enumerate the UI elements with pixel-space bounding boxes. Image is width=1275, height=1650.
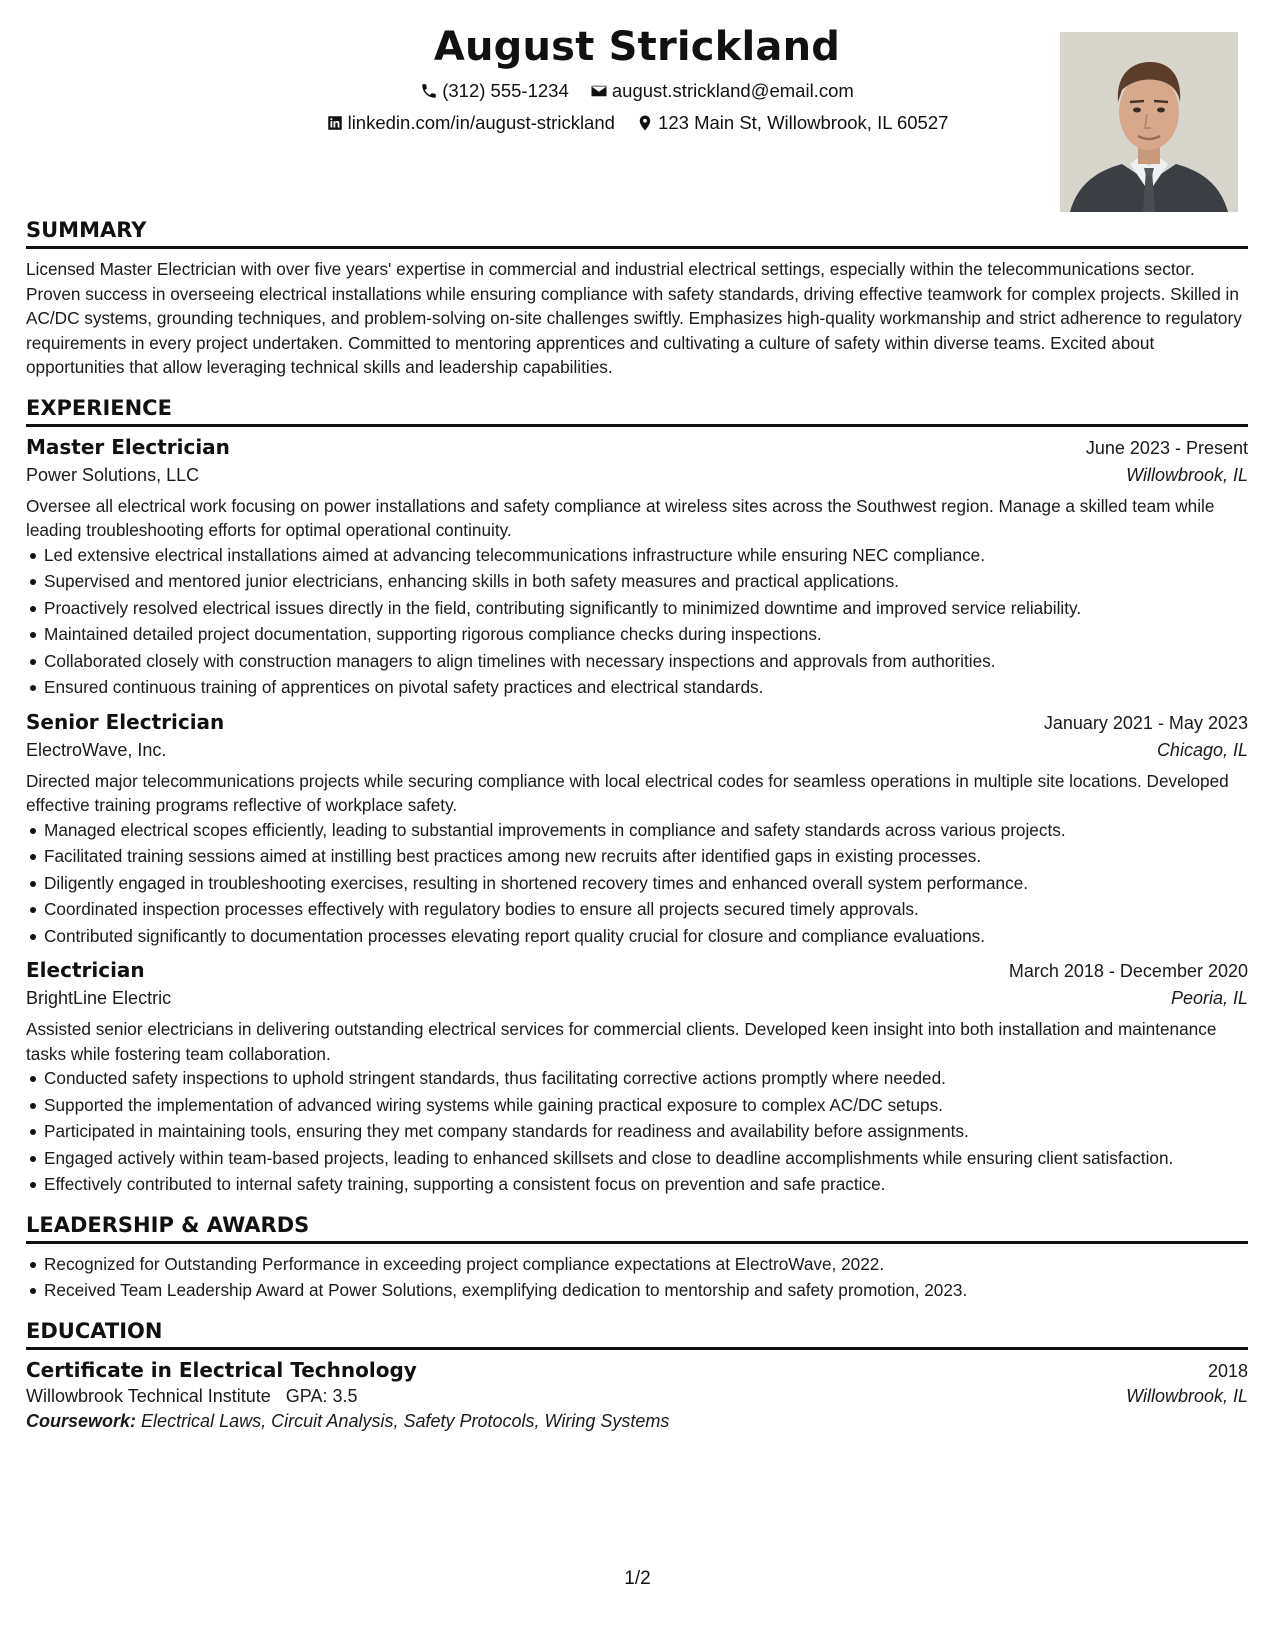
list-item: Led extensive electrical installations aimed at advancing telecommunications infrastructure while ensuring NEC compliance.: [44, 543, 1248, 568]
list-item: Managed electrical scopes efficiently, leading to substantial improvements in compliance and safety standards across various projects.: [44, 818, 1248, 843]
job-dates: January 2021 - May 2023: [1043, 712, 1248, 733]
job-entry: [26, 435, 1248, 700]
contact-phone: [420, 80, 569, 102]
section-title-summary: SUMMARY: [26, 218, 1248, 249]
institution-line: [26, 1386, 358, 1407]
job-entry: [26, 958, 1248, 1197]
email-text: august.strickland@email.com: [611, 80, 854, 101]
job-title: Electrician: [26, 958, 145, 982]
job-bullets: [26, 818, 1248, 949]
list-item: Proactively resolved electrical issues directly in the field, contributing significantly to minimized downtime and improved service reliability.: [44, 596, 1248, 621]
job-bullets: [26, 543, 1248, 700]
award-bullets: [26, 1252, 1248, 1303]
experience-section: [26, 396, 1248, 1197]
degree-title: Certificate in Electrical Technology: [26, 1357, 417, 1382]
list-item: Conducted safety inspections to uphold stringent standards, thus facilitating corrective actions promptly where needed.: [44, 1066, 1248, 1091]
list-item: Maintained detailed project documentation, supporting rigorous compliance checks during inspections.: [44, 622, 1248, 647]
phone-text: (312) 555-1234: [442, 80, 569, 101]
contact-email[interactable]: [590, 80, 854, 102]
list-item: Received Team Leadership Award at Power Solutions, exemplifying dedication to mentorship and safety promotion, 2023.: [44, 1278, 1248, 1303]
job-location: Chicago, IL: [1156, 739, 1248, 760]
job-title: Senior Electrician: [26, 709, 225, 734]
job-bullets: [26, 1066, 1248, 1197]
profile-photo: [1060, 32, 1238, 212]
job-entry: [26, 710, 1248, 949]
job-header: [26, 435, 1248, 459]
map-pin-icon: [636, 114, 654, 132]
coursework-label: Coursework:: [26, 1410, 137, 1431]
job-description: Directed major telecommunications projects while securing compliance with local electrical codes for seamless operations in multiple site locations. Developed effective training programs reflective of workplace safety.: [26, 770, 1229, 815]
coursework-text: Electrical Laws, Circuit Analysis, Safety Protocols, Wiring Systems: [141, 1410, 670, 1431]
job-company: BrightLine Electric: [26, 988, 172, 1008]
list-item: Diligently engaged in troubleshooting exercises, resulting in shortened recovery times and enhanced overall system performance.: [44, 871, 1248, 896]
list-item: Effectively contributed to internal safety training, supporting a consistent focus on prevention and safe practice.: [44, 1172, 1248, 1197]
list-item: Coordinated inspection processes effectively with regulatory bodies to ensure all projects secured timely approvals.: [44, 897, 1248, 922]
job-location: Willowbrook, IL: [1126, 464, 1248, 485]
page-number: 1/2: [624, 1568, 651, 1589]
education-section: [26, 1319, 1248, 1432]
list-item: Collaborated closely with construction managers to align timelines with necessary inspections and approvals from authorities.: [44, 649, 1248, 674]
job-header: [26, 958, 1248, 982]
job-dates: March 2018 - December 2020: [1008, 961, 1248, 981]
envelope-icon: [590, 82, 608, 100]
list-item: Facilitated training sessions aimed at instilling best practices among new recruits after identified gaps in existing processes.: [44, 844, 1248, 869]
education-location: Willowbrook, IL: [1126, 1385, 1248, 1406]
list-item: Supervised and mentored junior electricians, enhancing skills in both safety measures and practical applications.: [44, 569, 1248, 594]
gpa-text: GPA: 3.5: [285, 1385, 358, 1406]
candidate-name: August Strickland: [433, 24, 841, 70]
institution-name: Willowbrook Technical Institute: [26, 1385, 271, 1406]
job-location: Peoria, IL: [1170, 988, 1248, 1008]
phone-icon: [420, 82, 438, 100]
linkedin-text: linkedin.com/in/august-strickland: [347, 112, 615, 133]
list-item: Ensured continuous training of apprentices on pivotal safety practices and electrical standards.: [44, 675, 1248, 700]
education-year: 2018: [1207, 1360, 1248, 1381]
resume-page: [26, 22, 1248, 1432]
job-title: Master Electrician: [26, 434, 230, 459]
section-title-experience: EXPERIENCE: [26, 396, 1248, 427]
job-subheader: [26, 465, 1248, 486]
list-item: Engaged actively within team-based projects, leading to enhanced skillsets and close to deadline accomplishments while ensuring client satisfaction.: [44, 1146, 1248, 1171]
job-description: Oversee all electrical work focusing on power installations and safety compliance at wireless sites across the Southwest region. Manage a skilled team while leading troubleshooting efforts for optimal operational continuity.: [26, 495, 1215, 540]
job-header: [26, 710, 1248, 734]
education-header: [26, 1358, 1248, 1382]
job-description: Assisted senior electricians in delivering outstanding electrical services for commercial clients. Developed keen insight into both installation and maintenance tasks while fostering team collaboration.: [26, 1019, 1217, 1064]
job-subheader: [26, 988, 1248, 1009]
address-text: 123 Main St, Willowbrook, IL 60527: [658, 112, 949, 133]
resume-header: [26, 22, 1248, 218]
job-dates: June 2023 - Present: [1085, 437, 1248, 458]
list-item: Participated in maintaining tools, ensuring they met company standards for readiness and availability before assignments.: [44, 1119, 1248, 1144]
summary-text: Licensed Master Electrician with over five years' expertise in commercial and industrial electrical settings, especially within the telecommunications sector. Proven success in overseeing electrical installations while ensuring compliance with safety standards, driving effective teamwork for complex projects. Skilled in AC/DC systems, grounding techniques, and problem-solving on-site challenges swiftly. Emphasizes high-quality workmanship and strict adherence to regulatory requirements in every project undertaken. Committed to mentoring apprentices and cultivating a culture of safety within diverse teams. Excited about opportunities that allow leveraging technical skills and leadership capabilities.: [26, 259, 1242, 377]
contact-address: [636, 112, 948, 134]
list-item: Contributed significantly to documentation processes elevating report quality crucial for closure and compliance evaluations.: [44, 924, 1248, 949]
list-item: Supported the implementation of advanced wiring systems while gaining practical exposure to complex AC/DC setups.: [44, 1093, 1248, 1118]
linkedin-icon: [326, 114, 344, 132]
summary-section: [26, 218, 1248, 380]
job-company: ElectroWave, Inc.: [26, 739, 167, 760]
contact-linkedin[interactable]: [326, 112, 615, 134]
portrait-image: [1060, 32, 1238, 212]
job-subheader: [26, 740, 1248, 761]
coursework-line: [26, 1411, 1248, 1432]
leadership-section: [26, 1213, 1248, 1303]
job-company: Power Solutions, LLC: [26, 464, 200, 485]
section-title-leadership: LEADERSHIP & AWARDS: [26, 1213, 1248, 1244]
section-title-education: EDUCATION: [26, 1319, 1248, 1350]
list-item: Recognized for Outstanding Performance in exceeding project compliance expectations at ElectroWave, 2022.: [44, 1252, 1248, 1277]
education-subheader: [26, 1386, 1248, 1407]
